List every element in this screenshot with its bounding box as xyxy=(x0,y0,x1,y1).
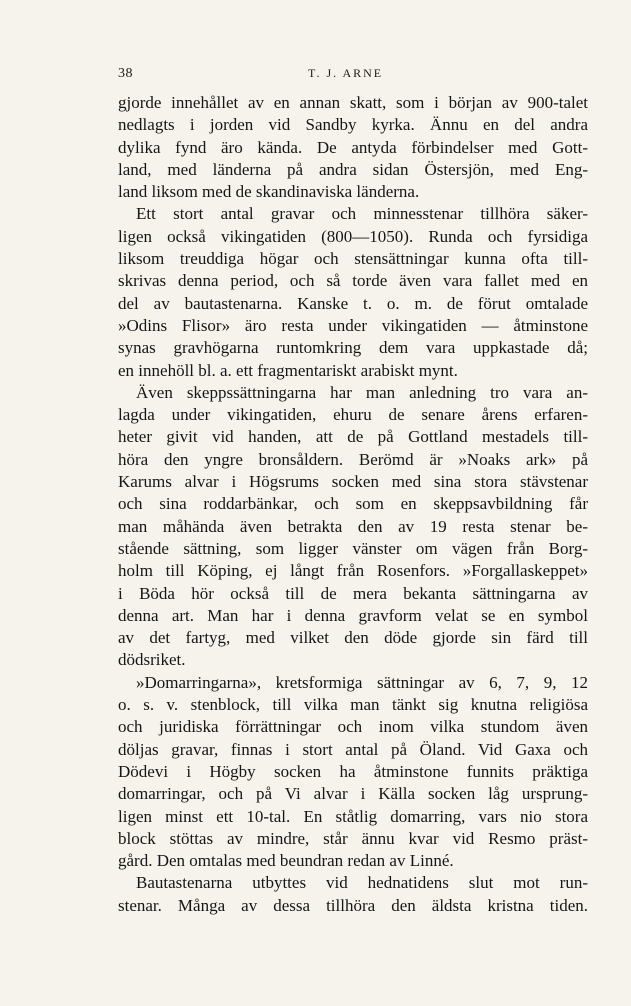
text-line: del av bautastenarna. Kanske t. o. m. de förut omtalade xyxy=(118,293,588,313)
text-line: döljas gravar, finnas i stort antal på Öland. Vid Gaxa och xyxy=(118,739,588,759)
text-line: av det fartyg, med vilket den döde gjorde sin färd till xyxy=(118,628,588,648)
text-line: denna art. Man har i denna gravform velat se en symbol xyxy=(118,605,588,625)
text-line: Dödevi i Högby socken ha åtminstone funnits präktiga xyxy=(118,761,588,781)
text-line: »Odins Flisor» äro resta under vikingatiden — åtminstone xyxy=(118,315,588,335)
text-line: block stöttas av mindre, står ännu kvar vid Resmo präst- xyxy=(118,828,588,848)
page-header xyxy=(118,66,586,88)
text-line: dödsriket. xyxy=(118,650,186,670)
text-line: skrivas denna period, och så torde även vara fallet med en xyxy=(118,271,588,291)
body-text xyxy=(118,92,588,917)
text-line: land liksom med de skandinaviska länderna. xyxy=(118,182,420,202)
text-line: och juridiska förrättningar och inom vilka stundom även xyxy=(118,717,588,737)
text-line: ligen också vikingatiden (800—1050). Runda och fyrsidiga xyxy=(118,226,588,246)
text-line: liksom treuddiga högar och stensättningar kunna ofta till- xyxy=(118,249,588,269)
text-line: dylika fynd äro kända. De antyda förbindelser med Gott- xyxy=(118,137,588,157)
text-line: »Domarringarna», kretsformiga sättningar av 6, 7, 9, 12 xyxy=(136,672,588,692)
page-number: 38 xyxy=(118,66,133,81)
text-line: nedlagts i jorden vid Sandby kyrka. Ännu en del andra xyxy=(118,115,588,135)
text-line: Ett stort antal gravar och minnesstenar tillhöra säker- xyxy=(136,204,588,224)
text-line: gjorde innehållet av en annan skatt, som i början av 900-talet xyxy=(118,93,588,112)
text-line: gård. Den omtalas med beundran redan av Linné. xyxy=(118,851,454,871)
text-line: man måhända även betrakta den av 19 resta stenar be- xyxy=(118,516,588,536)
text-line: Bautastenarna utbyttes vid hednatidens slut mot run- xyxy=(136,873,588,893)
text-line: ligen minst ett 10-tal. En ståtlig domarring, vars nio stora xyxy=(118,806,588,826)
text-line: synas gravhögarna runtomkring dem vara uppkastade då; xyxy=(118,338,588,358)
running-head: T. J. ARNE xyxy=(308,66,384,80)
text-line: stående sättning, som ligger vänster om vägen från Borg- xyxy=(118,538,588,558)
text-line: domarringar, och på Vi alvar i Källa socken låg ursprung- xyxy=(118,784,588,804)
text-line: höra den yngre bronsåldern. Berömd är »Noaks ark» på xyxy=(118,449,588,469)
text-line: heter givit vid handen, att de på Gottland mestadels till- xyxy=(118,427,588,447)
text-line: stenar. Många av dessa tillhöra den äldsta kristna tiden. xyxy=(118,895,588,915)
text-line: och sina roddarbänkar, och som en skeppsavbildning får xyxy=(118,494,588,514)
text-line: holm till Köping, ej långt från Rosenfors. »Forgallaskeppet» xyxy=(118,561,588,581)
text-line: lagda under vikingatiden, ehuru de senare årens erfaren- xyxy=(118,405,588,425)
text-line: en innehöll bl. a. ett fragmentariskt arabiskt mynt. xyxy=(118,360,458,380)
text-line: Även skeppssättningarna har man anledning tro vara an- xyxy=(136,382,588,402)
text-line: i Böda hör också till de mera bekanta sättningarna av xyxy=(118,583,588,603)
text-line: o. s. v. stenblock, till vilka man tänkt sig knutna religiösa xyxy=(118,695,588,715)
text-line: Karums alvar i Högsrums socken med sina stora stävstenar xyxy=(118,472,588,492)
text-line: land, med länderna på andra sidan Östersjön, med Eng- xyxy=(118,159,588,179)
